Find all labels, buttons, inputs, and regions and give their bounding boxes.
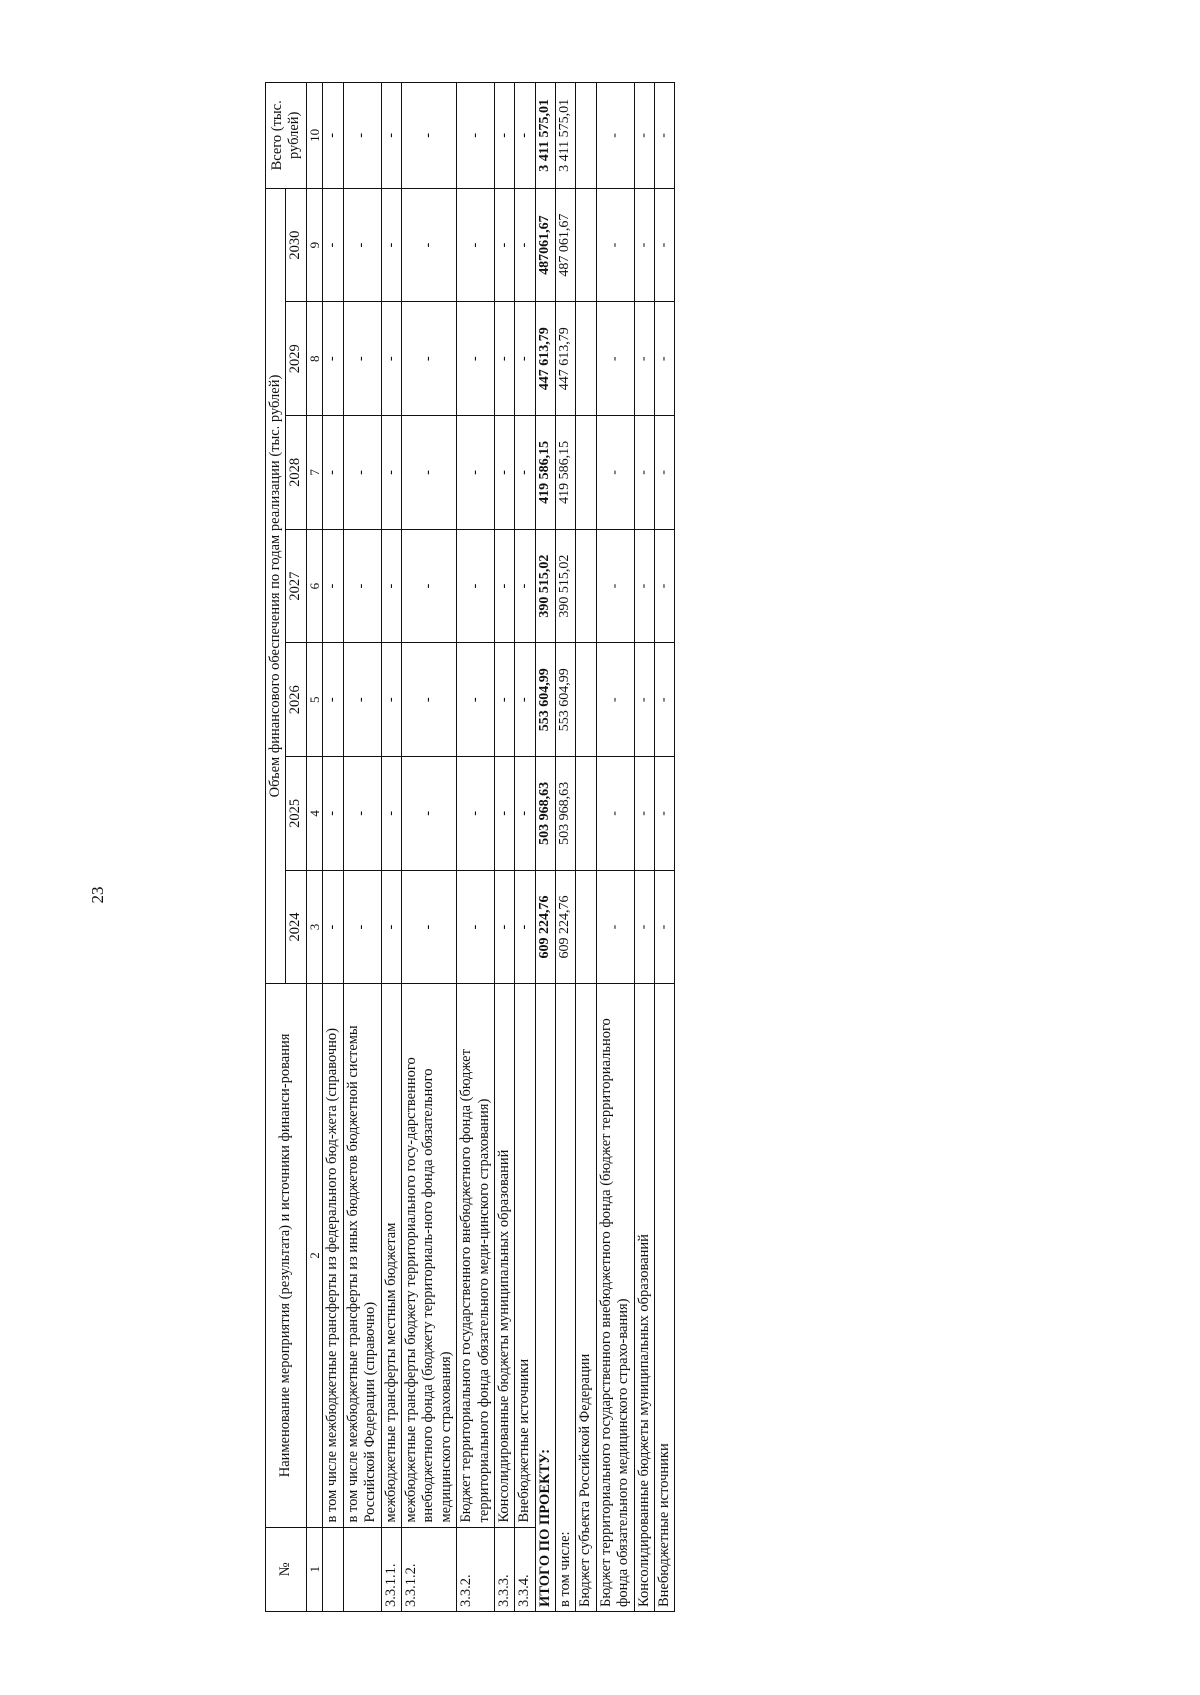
- breakdown-total: [576, 83, 596, 189]
- breakdown-value: 447 613,79: [556, 302, 576, 416]
- row-value: -: [381, 302, 401, 416]
- header-year: 2030: [286, 188, 306, 302]
- table-row: [494, 83, 514, 1612]
- header-year: 2026: [286, 643, 306, 757]
- financing-table: [265, 82, 675, 1612]
- breakdown-value: -: [655, 870, 675, 984]
- row-value: -: [515, 643, 535, 757]
- breakdown-name: Консолидированные бюджеты муниципальных образований: [634, 984, 654, 1612]
- row-value: -: [457, 188, 495, 302]
- row-name: Консолидированные бюджеты муниципальных образований: [494, 984, 514, 1527]
- column-number: 3: [306, 870, 323, 984]
- column-number: 7: [306, 416, 323, 530]
- row-total: -: [494, 83, 514, 189]
- row-value: -: [457, 529, 495, 643]
- row-number: [323, 1527, 343, 1611]
- breakdown-row: [634, 83, 654, 1612]
- total-row: [535, 83, 555, 1612]
- row-value: -: [494, 757, 514, 871]
- row-value: -: [343, 302, 381, 416]
- table-row: [323, 83, 343, 1612]
- row-value: -: [494, 416, 514, 530]
- column-number: 8: [306, 302, 323, 416]
- row-value: -: [381, 416, 401, 530]
- breakdown-row: [596, 83, 634, 1612]
- column-number: 10: [306, 83, 323, 189]
- row-name: межбюджетные трансферты бюджету территориального госу-дарственного внебюджетного фонда (бюджету территориаль-ного фонда обязательного медицинского страхования): [401, 984, 456, 1527]
- breakdown-value: [576, 870, 596, 984]
- row-value: -: [515, 529, 535, 643]
- total-value: 487061,67: [535, 188, 555, 302]
- breakdown-value: [576, 757, 596, 871]
- row-value: -: [343, 188, 381, 302]
- row-number: 3.3.1.1.: [381, 1527, 401, 1611]
- breakdown-value: [576, 529, 596, 643]
- header-year: 2028: [286, 416, 306, 530]
- row-total: -: [343, 83, 381, 189]
- row-value: -: [457, 416, 495, 530]
- row-value: -: [457, 302, 495, 416]
- breakdown-value: 390 515,02: [556, 529, 576, 643]
- breakdown-value: -: [634, 416, 654, 530]
- breakdown-name: Внебюджетные источники: [655, 984, 675, 1612]
- breakdown-value: -: [596, 757, 634, 871]
- header-year: 2029: [286, 302, 306, 416]
- row-total: -: [457, 83, 495, 189]
- table-body: [323, 83, 675, 1612]
- row-value: -: [401, 188, 456, 302]
- row-value: -: [323, 188, 343, 302]
- breakdown-value: -: [655, 757, 675, 871]
- row-value: -: [401, 302, 456, 416]
- total-value: 609 224,76: [535, 870, 555, 984]
- breakdown-value: -: [634, 643, 654, 757]
- row-value: -: [343, 643, 381, 757]
- row-value: -: [323, 416, 343, 530]
- rotated-table-container: [265, 82, 845, 1612]
- breakdown-value: 553 604,99: [556, 643, 576, 757]
- header-volume: Объем финансового обеспечения по годам реализации (тыс. рублей): [266, 188, 286, 984]
- row-value: -: [494, 643, 514, 757]
- header-year: 2024: [286, 870, 306, 984]
- breakdown-value: 487 061,67: [556, 188, 576, 302]
- breakdown-name: Бюджет территориального государственного внебюджетного фонда (бюджет территориального фонда обязательного медицинского страхо-вания): [596, 984, 634, 1612]
- total-value: 390 515,02: [535, 529, 555, 643]
- row-value: -: [494, 188, 514, 302]
- breakdown-value: [576, 188, 596, 302]
- breakdown-value: -: [655, 643, 675, 757]
- row-name: Бюджет территориального государственного внебюджетного фонда (бюджет территориального фонда обязательного меди-цинского страхования): [457, 984, 495, 1527]
- row-value: -: [323, 529, 343, 643]
- breakdown-value: -: [634, 757, 654, 871]
- total-value: 553 604,99: [535, 643, 555, 757]
- row-name: в том числе межбюджетные трансферты из иных бюджетов бюджетной системы Российской Федерации (справочно): [343, 984, 381, 1527]
- row-name: в том числе межбюджетные трансферты из федерального бюд-жета (справочно): [323, 984, 343, 1527]
- row-number: 3.3.3.: [494, 1527, 514, 1611]
- row-number: [343, 1527, 381, 1611]
- breakdown-value: -: [596, 302, 634, 416]
- breakdown-value: -: [634, 870, 654, 984]
- row-value: -: [401, 416, 456, 530]
- breakdown-value: -: [655, 188, 675, 302]
- row-value: -: [515, 757, 535, 871]
- row-number: 3.3.1.2.: [401, 1527, 456, 1611]
- breakdown-row: [655, 83, 675, 1612]
- breakdown-value: 419 586,15: [556, 416, 576, 530]
- breakdown-total: -: [655, 83, 675, 189]
- total-value: 419 586,15: [535, 416, 555, 530]
- row-value: -: [343, 757, 381, 871]
- header-total: Всего (тыс. рублей): [266, 83, 307, 189]
- row-name: Внебюджетные источники: [515, 984, 535, 1527]
- row-value: -: [381, 529, 401, 643]
- row-number: 3.3.2.: [457, 1527, 495, 1611]
- row-value: -: [323, 757, 343, 871]
- breakdown-value: [576, 416, 596, 530]
- page-number: 23: [88, 886, 107, 904]
- breakdown-value: -: [596, 416, 634, 530]
- row-value: -: [323, 643, 343, 757]
- breakdown-value: -: [655, 302, 675, 416]
- row-value: -: [323, 302, 343, 416]
- row-value: -: [323, 870, 343, 984]
- row-value: -: [343, 416, 381, 530]
- total-value: 503 968,63: [535, 757, 555, 871]
- row-value: -: [401, 643, 456, 757]
- row-total: -: [515, 83, 535, 189]
- header-year: 2027: [286, 529, 306, 643]
- row-value: -: [515, 870, 535, 984]
- breakdown-value: [576, 302, 596, 416]
- breakdown-name: в том числе:: [556, 984, 576, 1612]
- row-value: -: [457, 870, 495, 984]
- table-row: [381, 83, 401, 1612]
- breakdown-value: -: [634, 302, 654, 416]
- row-value: -: [457, 643, 495, 757]
- header-name: Наименование мероприятия (результата) и источники финанси-рования: [266, 984, 307, 1527]
- breakdown-name: Бюджет субъекта Российской Федерации: [576, 984, 596, 1612]
- column-number: 6: [306, 529, 323, 643]
- breakdown-value: -: [634, 529, 654, 643]
- column-number: 9: [306, 188, 323, 302]
- row-value: -: [343, 870, 381, 984]
- breakdown-value: -: [655, 529, 675, 643]
- breakdown-total: -: [596, 83, 634, 189]
- row-name: межбюджетные трансферты местным бюджетам: [381, 984, 401, 1527]
- breakdown-value: 503 968,63: [556, 757, 576, 871]
- total-sum: 3 411 575,01: [535, 83, 555, 189]
- row-value: -: [515, 188, 535, 302]
- row-value: -: [457, 757, 495, 871]
- row-total: -: [401, 83, 456, 189]
- row-value: -: [343, 529, 381, 643]
- breakdown-row: [556, 83, 576, 1612]
- breakdown-value: -: [596, 643, 634, 757]
- row-value: -: [381, 643, 401, 757]
- column-number: 4: [306, 757, 323, 871]
- breakdown-value: -: [596, 870, 634, 984]
- header-num: №: [266, 1527, 307, 1611]
- row-value: -: [401, 529, 456, 643]
- row-value: -: [515, 302, 535, 416]
- breakdown-total: 3 411 575,01: [556, 83, 576, 189]
- row-value: -: [381, 870, 401, 984]
- row-value: -: [381, 188, 401, 302]
- row-number: 3.3.4.: [515, 1527, 535, 1611]
- table-row: [515, 83, 535, 1612]
- row-value: -: [401, 870, 456, 984]
- table-row: [401, 83, 456, 1612]
- breakdown-value: -: [596, 188, 634, 302]
- breakdown-value: [576, 643, 596, 757]
- header-year: 2025: [286, 757, 306, 871]
- row-value: -: [494, 529, 514, 643]
- breakdown-value: -: [634, 188, 654, 302]
- breakdown-value: -: [596, 529, 634, 643]
- breakdown-row: [576, 83, 596, 1612]
- table-row: [457, 83, 495, 1612]
- row-value: -: [494, 870, 514, 984]
- column-number: 1: [306, 1527, 323, 1611]
- row-value: -: [494, 302, 514, 416]
- breakdown-value: 609 224,76: [556, 870, 576, 984]
- row-total: -: [323, 83, 343, 189]
- breakdown-value: -: [655, 416, 675, 530]
- breakdown-total: -: [634, 83, 654, 189]
- total-value: 447 613,79: [535, 302, 555, 416]
- total-label: ИТОГО ПО ПРОЕКТУ:: [535, 984, 555, 1612]
- table-row: [343, 83, 381, 1612]
- row-value: -: [381, 757, 401, 871]
- row-value: -: [515, 416, 535, 530]
- column-number-row: [306, 83, 323, 1612]
- row-total: -: [381, 83, 401, 189]
- column-number: 2: [306, 984, 323, 1527]
- column-number: 5: [306, 643, 323, 757]
- row-value: -: [401, 757, 456, 871]
